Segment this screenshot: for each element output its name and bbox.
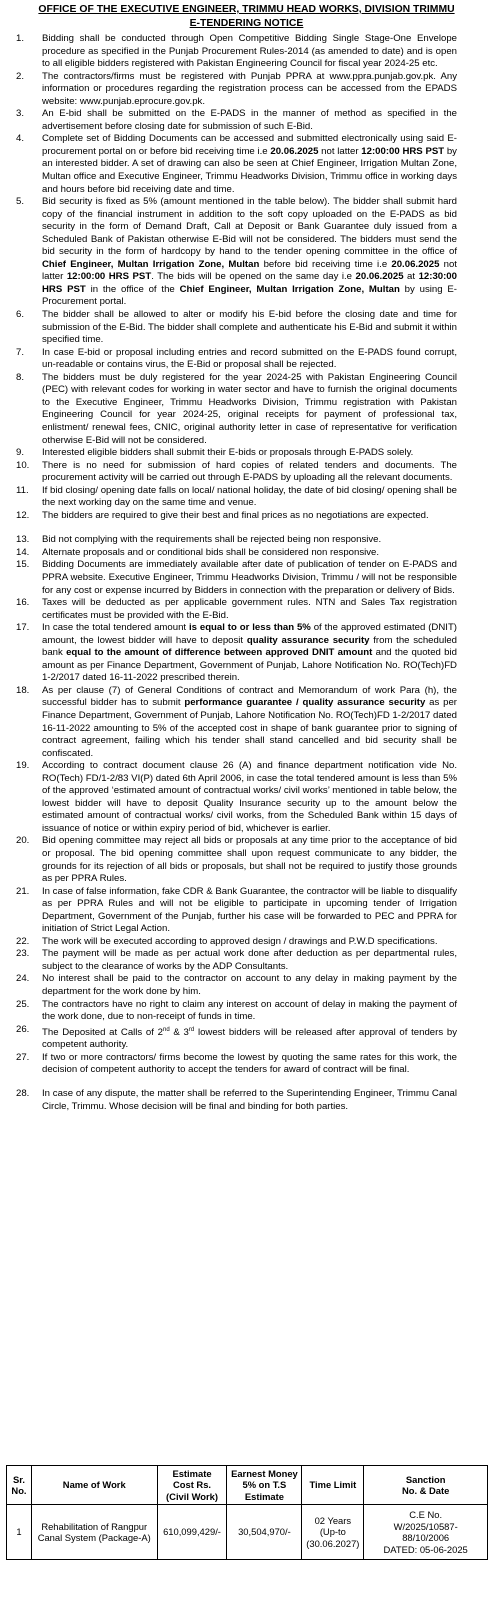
clause-16: 16. Taxes will be deducted as per applicable government rules. NTN and Sales Tax registration certificates must be provided with the E-Bid.: [16, 597, 457, 621]
cell-sr-no: 1: [7, 1505, 32, 1560]
cell-earnest-money: 30,504,970/-: [227, 1505, 302, 1560]
notice-title: E-TENDERING NOTICE: [189, 18, 304, 29]
clause-10: 10. There is no need for submission of hard copies of related tenders and documents. The procurement activity will be carried out through E-PADS by uploading all the relevant documents.: [16, 459, 457, 484]
clause-19: 19. According to contract document clause 26 (A) and finance department notification vide No. RO(Tech) FD/1-2/83 VI(P) dated 6th April 2006, in case the total tendered amount is less than 5% of the approved ‘estimated amount of contractual works/ civil works’ mentioned in table below, the lowest bidder will have to deposit Quality Insurance security up to the amount below the estimated amount of contractual works/ civil works, from the Scheduled Bank within 15 days of issuance of notice or within expiry period of bid, whichever is earlier.: [16, 760, 457, 834]
clause-5: 5. Bid security is fixed as 5% (amount mentioned in the table below). The bidder shall submit hard copy of the financial instrument in addition to the soft copy uploaded on the E-PADS as bid security in the form of Demand Draft, Call at Deposit or Bank Guarantee duly issued from a Scheduled Bank of Pakistan otherwise E-Bid will not be considered. The bidders must send the bid security in the form of hardcopy by hand to the tender opening committee in the office of Chief Engineer, Multan Irrigation Zone, Multan before bid receiving time i.e 20.06.2025 not latter 12:00:00 HRS PST. The bids will be opened on the same day i.e 20.06.2025 at 12:30:00 HRS PST in the office of the Chief Engineer, Multan Irrigation Zone, Multan by using E-Procurement portal.: [16, 196, 457, 308]
header-name-of-work: Name of Work: [31, 1466, 157, 1505]
clause-2: 2. The contractors/firms must be registered with Punjab PPRA at www.ppra.punjab.gov.pk. Any information or procedures regarding the registration process can be accessed from the EPADS website: www.punjab.eprocure.gov.pk.: [16, 70, 457, 107]
clause-25: 25. The contractors have no right to claim any interest on account of delay in making the payment of the work done, due to non-receipt of funds in time.: [16, 998, 457, 1023]
clause-28: 28. In case of any dispute, the matter shall be referred to the Superintending Engineer, Trimmu Canal Circle, Trimmu. Whose decision will be final and binding for both parties.: [16, 1088, 457, 1112]
clause-1: 1. Bidding shall be conducted through Open Competitive Bidding Single Stage-One Envelope procedure as specified in the Punjab Procurement Rules-2014 (as amended to date) and is open to all eligible bidders registered with Pakistan Engineering Council for fiscal year 2024-25 etc.: [16, 33, 457, 70]
clause-17: 17. In case the total tendered amount is equal to or less than 5% of the approved estimated (DNIT) amount, the lowest bidder will have to deposit quality assurance security from the scheduled bank equal to the amount of difference between approved DNIT amount and the quoted bid amount as per Finance Department, Government of Punjab, Lahore Notification No. RO(Tech)FD 1-2/2017 dated 16-11-2022 prescribed therein.: [16, 622, 457, 684]
cell-time-limit: 02 Years (Up-to (30.06.2027): [302, 1505, 364, 1560]
clause-26: 26. The Deposited at Calls of 2nd & 3rd lowest bidders will be released after approval of tenders by competent authority.: [16, 1023, 457, 1051]
header-time-limit: Time Limit: [302, 1466, 364, 1505]
clause-11: 11. If bid closing/ opening date falls on local/ national holiday, the date of bid closing/ opening shall be the next working day on the same time and venue.: [16, 484, 457, 509]
clause-27: 27. If two or more contractors/ firms become the lowest by quoting the same rates for this work, the decision of competent authority to accept the tenders for award of contract will be final.: [16, 1051, 457, 1076]
clause-7: 7. In case E-bid or proposal including entries and record submitted on the E-PADS found corrupt, un-readable or contains virus, the E-Bid or proposal shall be rejected.: [16, 346, 457, 371]
cell-sanction: C.E No. W/2025/10587- 88/10/2006 DATED: 05-06-2025: [364, 1505, 488, 1560]
header-estimate-cost: Estimate Cost Rs. (Civil Work): [157, 1466, 227, 1505]
clause-14: 14. Alternate proposals and or conditional bids shall be considered non responsive.: [16, 546, 380, 558]
cell-estimate-cost: 610,099,429/-: [157, 1505, 227, 1560]
table-row: [7, 1505, 488, 1560]
office-title: OFFICE OF THE EXECUTIVE ENGINEER, TRIMMU HEAD WORKS, DIVISION TRIMMU: [38, 4, 455, 15]
clause-12: 12. The bidders are required to give their best and final prices as no negotiations are expected.: [16, 509, 429, 521]
cell-name-of-work: Rehabilitation of Rangpur Canal System (Package-A): [31, 1505, 157, 1560]
terms-list: [12, 33, 481, 1113]
clause-15: 15. Bidding Documents are immediately available after date of publication of tender on E-PADS and PPRA website. Executive Engineer, Trimmu Headworks Division, Trimmu / will not be responsible for any cost or expense incurred by Bidders in connection with the preparation or delivery of Bids.: [16, 559, 457, 596]
clause-23: 23. The payment will be made as per actual work done after deduction as per departmental rules, subject to the clearance of works by the ADP Consultants.: [16, 948, 457, 972]
clause-21: 21. In case of false information, fake CDR & Bank Guarantee, the contractor will be liable to disqualify as per PPRA Rules and will not be eligible to participate in upcoming tender of Irrigation Department, Government of the Punjab, further his case will be forwarded to PEC and PPRA for initiation of Strict Legal Action.: [16, 885, 457, 935]
clause-4: 4. Complete set of Bidding Documents can be accessed and submitted electronically using said E-procurement portal on or before bid receiving time i.e 20.06.2025 not latter 12:00:00 HRS PST by an interested bidder. A set of drawing can also be seen at Chief Engineer, Irrigation Multan Zone, Multan office and Executive Engineer, Trimmu Headworks Division, Trimmu office in working days and hours before bid receiving date and time.: [16, 133, 457, 195]
clause-8: 8. The bidders must be duly registered for the year 2024-25 with Pakistan Engineering Council (PEC) with relevant codes for working in water sector and have to furnish the original documents to the Executive Engineer, Trimmu Headworks Division, Trimmu registration with Pakistan Engineering Council for year 2024-25, original receipts for payment of professional tax, enlistment/ renewal fees, CNIC, original authority letter in case of representative for verification otherwise E-Bid will not be considered.: [16, 371, 457, 446]
clause-22: 22. The work will be executed according to approved design / drawings and P.W.D specifications.: [16, 935, 438, 947]
works-table: [6, 1465, 488, 1560]
clause-9: 9. Interested eligible bidders shall submit their E-bids or proposals through E-PADS solely.: [16, 447, 414, 459]
header-sr-no: Sr. No.: [7, 1466, 32, 1505]
clause-18: 18. As per clause (7) of General Conditions of contract and Memorandum of work Para (h), the successful bidder has to submit performance guarantee / quality assurance security as per Finance Department, Government of Punjab, Lahore Notification No. RO(Tech)FD 1-2/2017 dated 16-11-2022 amounting to 5% of the accepted cost in shape of bank guarantee prior to signing of contract agreement, failing which his tender shall stand cancelled and bid security shall be confiscated.: [16, 684, 457, 759]
clause-13: 13. Bid not complying with the requirements shall be rejected being non responsive.: [16, 534, 382, 546]
clause-20: 20. Bid opening committee may reject all bids or proposals at any time prior to the acceptance of bid or proposal. The bid opening committee shall upon request communicate to any bidder, the grounds for its rejection of all bids or proposals, but shall not be required to justify those grounds as per PPRA Rules.: [16, 835, 457, 885]
table-header-row: [7, 1466, 488, 1505]
clause-6: 6. The bidder shall be allowed to alter or modify his E-bid before the closing date and time for submission of the E-Bid. The bidder shall complete and authenticate his E-Bid and submit it within specified time.: [16, 309, 457, 346]
header-earnest-money: Earnest Money 5% on T.S Estimate: [227, 1466, 302, 1505]
clause-3: 3. An E-bid shall be submitted on the E-PADS in the manner of method as specified in the advertisement before closing date for submission of such E-Bid.: [16, 108, 457, 132]
header-sanction: Sanction No. & Date: [364, 1466, 488, 1505]
clause-24: 24. No interest shall be paid to the contractor on account to any delay in making payment by the department for the work done by him.: [16, 973, 457, 998]
